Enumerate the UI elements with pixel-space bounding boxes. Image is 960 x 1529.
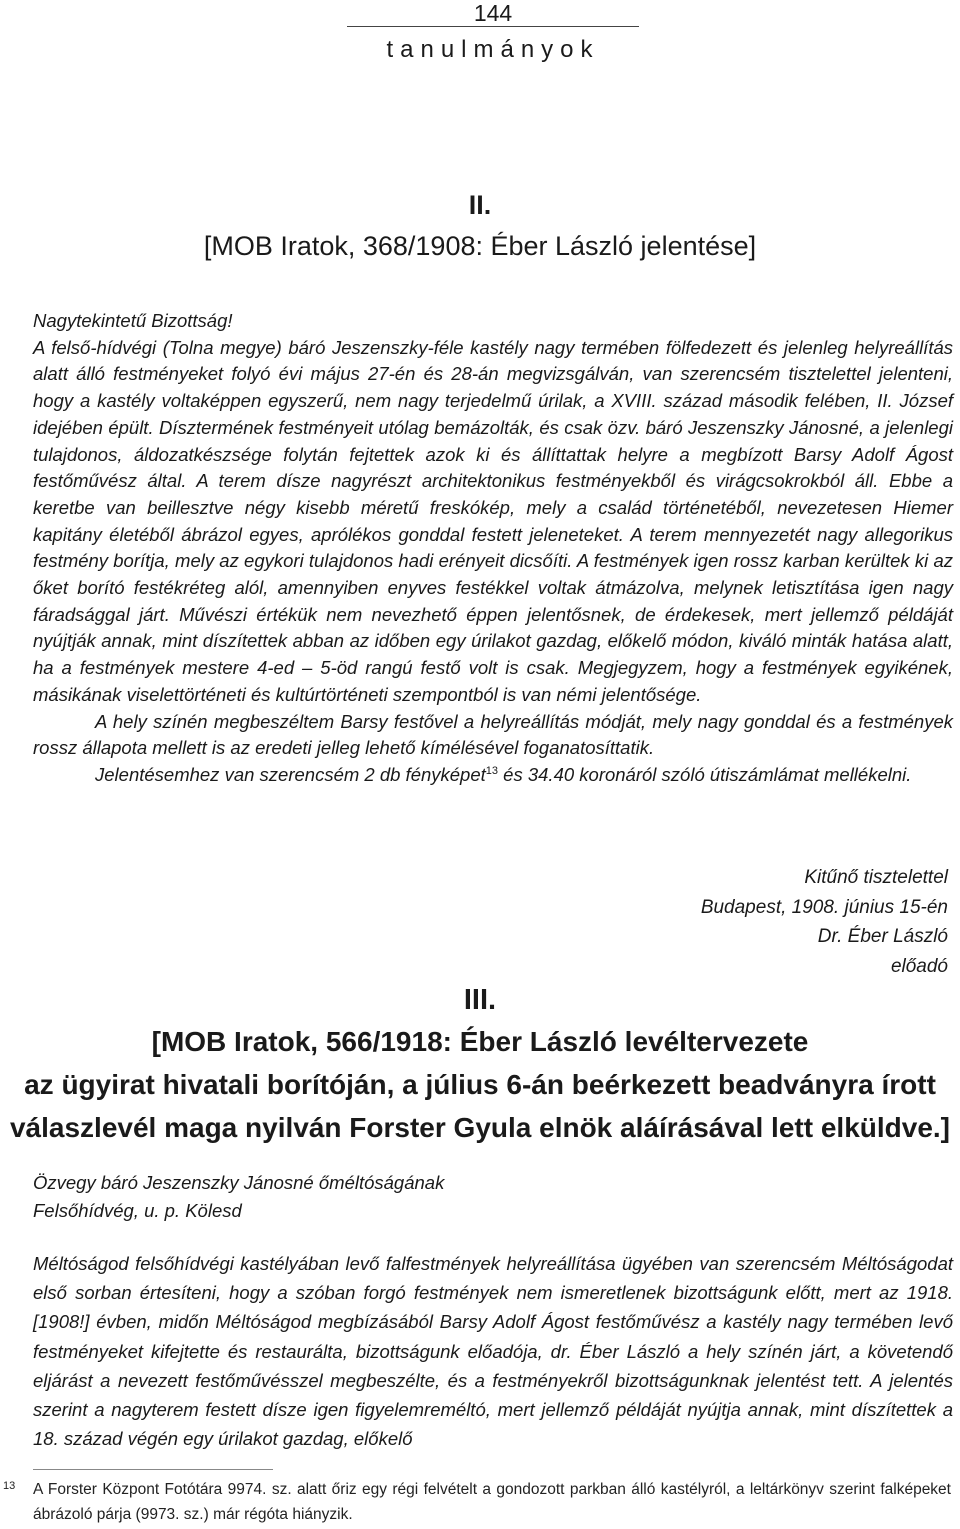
report-role: előadó xyxy=(890,955,948,977)
footnote-text: A Forster Központ Fotótára 9974. sz. alatt őriz egy régi felvételt a gondozott parkban álló kastélyról, a leltárkönyv szerint falképeket ábrázoló párja (9973. sz.) már régóta hiányzik. xyxy=(33,1481,951,1523)
letter-body xyxy=(33,1249,953,1453)
section-3-title-line-3: válaszlevél maga nyilván Forster Gyula elnök aláírásával lett elküldve.] xyxy=(9,1112,950,1143)
running-head xyxy=(347,0,639,65)
section-3-numeral: III. xyxy=(463,984,497,1016)
section-2-numeral: II. xyxy=(468,190,492,220)
letter-paragraph: Méltóságod felsőhídvégi kastélyában levő falfestmények helyreállítása ügyében van szerencsém Méltóságodat első sorban értesíteni, hogy a szóban forgó festmények nem ismeretlenek bizottságunk előtt, mert az 1918. [1908!] évben, midőn Méltóságod megbízásából Barsy Adolf Ágost festőművész a kastély nagy termében levő festményeket kifejtette és restaurálta, bizottságunk előadója, dr. Éber László a hely színén járt, a követendő eljárást a nevezett festőművésszel megbeszélte, és a festményekről bizottságunknak jelentést tett. A jelentés szerint a nagyterem festett dísze igen figyelemreméltó, mert jellemző példáját nyújtja annak, mint díszítettek a 18. század végén egy úrilakot gazdag, előkelő xyxy=(33,1253,953,1450)
footnote-rule xyxy=(33,1469,273,1470)
footnote-reference: 13 xyxy=(485,764,499,777)
report-paragraph-2: A hely színén megbeszéltem Barsy festővel a helyreállítás módját, mely nagy gonddal és a festmények rossz állapota mellett is az eredeti jelleg lehető kímélésével foganatosíttatik. xyxy=(33,710,953,759)
report-paragraph-3 xyxy=(33,762,953,789)
section-2-title: [MOB Iratok, 368/1908: Éber László jelentése] xyxy=(203,231,757,261)
report-paragraph-3-text: Jelentésemhez van szerencsém 2 db fényképet xyxy=(95,763,486,785)
section-3-title-line-2: az ügyirat hivatali borítóján, a július 6-án beérkezett beadványra írott xyxy=(24,1069,936,1100)
letter-address-block xyxy=(33,1169,953,1224)
report-closing-block xyxy=(701,863,948,981)
footnote-number: 13 xyxy=(3,1480,16,1492)
letter-addressee: Özvegy báró Jeszenszky Jánosné őméltóságának xyxy=(33,1172,445,1193)
report-paragraph-3-tail: és 34.40 koronáról szóló útiszámlámat mellékelni. xyxy=(498,763,912,785)
letter-address: Felsőhídvég, u. p. Kölesd xyxy=(33,1199,242,1221)
report-closing: Kitűnő tisztelettel xyxy=(804,867,948,888)
footnote xyxy=(3,1478,951,1527)
report-salutation: Nagytekintetű Bizottság! xyxy=(33,310,233,331)
report-body xyxy=(33,308,953,789)
page-number: 144 xyxy=(347,0,639,27)
report-signature: Dr. Éber László xyxy=(817,926,948,947)
section-3-title-line-1: [MOB Iratok, 566/1918: Éber László levéltervezete xyxy=(151,1026,809,1057)
report-place-date: Budapest, 1908. június 15-én xyxy=(700,896,948,918)
section-name: tanulmányok xyxy=(386,36,600,63)
report-paragraph-1: A felső-hídvégi (Tolna megye) báró Jeszenszky-féle kastély nagy termében fölfedezett és jelenleg helyreállítás alatt álló festményeket folyó évi május 27-én és 28-án megvizsgálván, van szerencsém tisztelettel jelenteni, hogy a kastély voltaképpen egyszerű, nem nagy terjedelmű úrilak, a XVIII. század második felében, II. József idejében épült. Dísztermének festményeit utólag bemázolták, és csak özv. báró Jeszenszky Jánosné, a jelenlegi tulajdonos, áldozatkészsége folytán fejtettek azok ki és állíttattak helyre a megbízott Barsy Adolf Ágost festőművész által. A terem dísze nagyrészt architektonikus festményekből és virágcsokrokból áll. Ebbe a keretbe van beillesztve négy kisebb méretű freskókép, mely a család történetéből, nevezetesen Hiemer kapitány életéből ábrázol egyes, aprólékos gonddal festett jeleneteket. A terem mennyezetét nagy allegorikus festmény borítja, mely az egykori tulajdonos hadi erényeit dicsőíti. A festmények igen rossz karban kerültek ki az őket borító festékréteg alól, amennyiben enyves festékkel voltak átmázolva, melynek letisztítása igen nagy fáradsággal járt. Művészi értékük nem nevezhető éppen jelentősnek, de érdekesek, mert jellemző példáját nyújtják annak, mint díszítettek abban az időben egy úrilakot gazdag, előkelő módon, kiváló minták hatása alatt, ha a festmények mestere 4-ed – 5-öd rangú festő volt is csak. Megjegyzem, hogy a festmények egyikének, másikának viselettörténeti és kultúrtörténeti szempontból is van némi jelentősége. xyxy=(33,336,953,705)
